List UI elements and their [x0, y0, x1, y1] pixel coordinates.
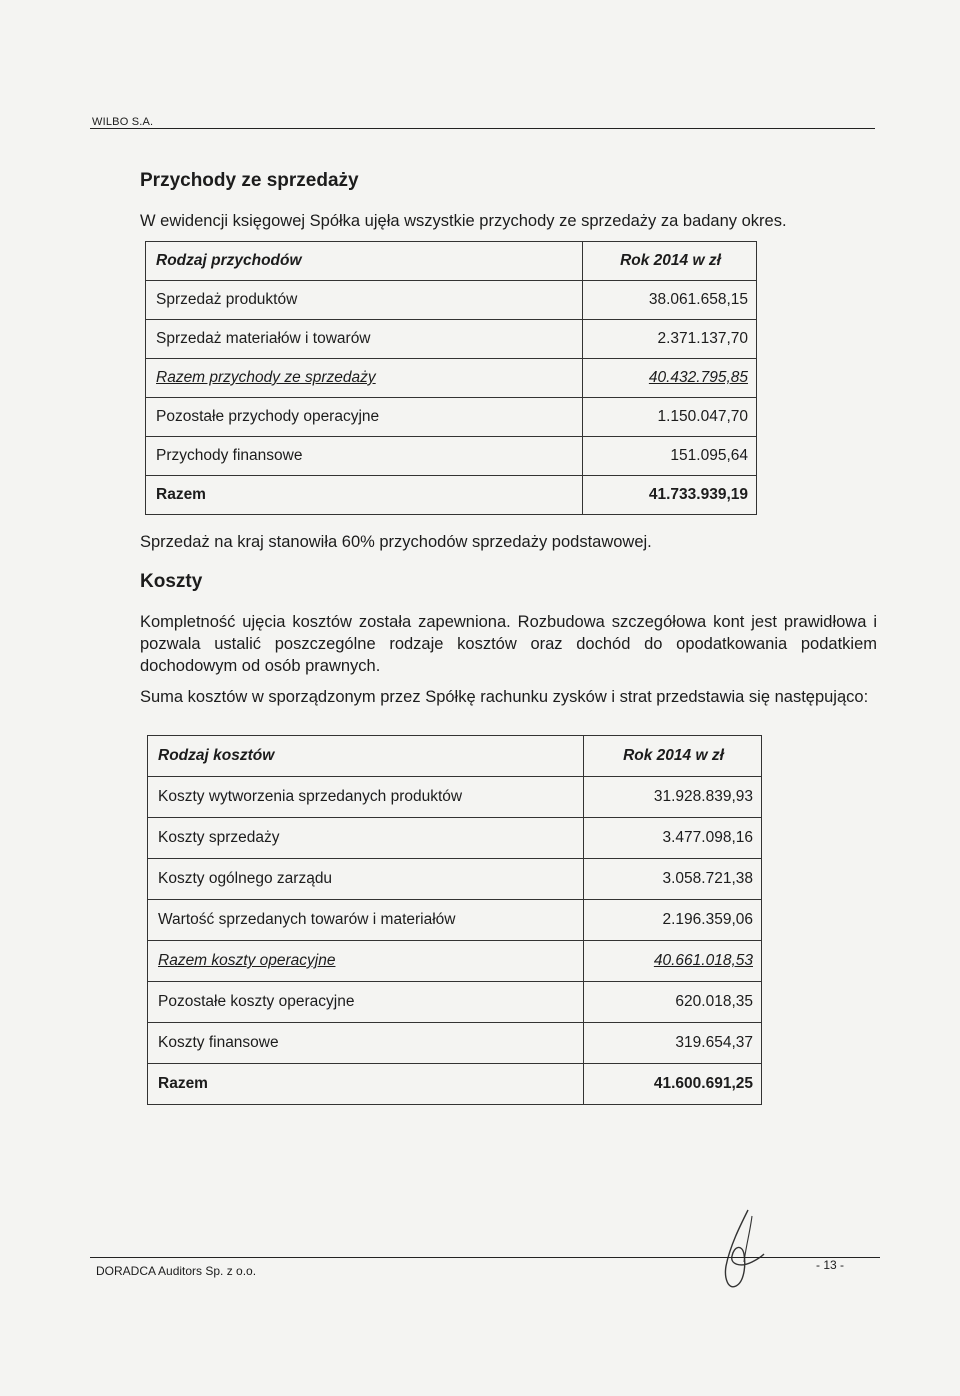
row-label: Razem koszty operacyjne: [148, 941, 584, 982]
column-header-type: Rodzaj przychodów: [146, 242, 583, 281]
table-header-row: [146, 242, 757, 281]
row-value: 31.928.839,93: [584, 777, 762, 818]
signature-icon: [700, 1206, 780, 1296]
column-header-type: Rodzaj kosztów: [148, 736, 584, 777]
row-label: Pozostałe koszty operacyjne: [148, 982, 584, 1023]
table-row: [146, 398, 757, 437]
table-row: [148, 982, 762, 1023]
row-label: Przychody finansowe: [146, 437, 583, 476]
table-row: [148, 777, 762, 818]
costs-table: [147, 735, 762, 1105]
row-label: Razem przychody ze sprzedaży: [146, 359, 583, 398]
section-title-revenue: Przychody ze sprzedaży: [140, 170, 359, 191]
table-row: [146, 281, 757, 320]
header-company: WILBO S.A.: [92, 116, 154, 128]
row-value: 40.432.795,85: [583, 359, 757, 398]
revenue-intro: W ewidencji księgowej Spółka ujęła wszystkie przychody ze sprzedaży za badany okres.: [140, 212, 787, 230]
row-value: 319.654,37: [584, 1023, 762, 1064]
row-label: Razem: [148, 1064, 584, 1105]
footer-divider: [90, 1257, 880, 1258]
footer-auditor: DORADCA Auditors Sp. z o.o.: [96, 1264, 257, 1278]
table-header-row: [148, 736, 762, 777]
row-value: 40.661.018,53: [584, 941, 762, 982]
row-value: 1.150.047,70: [583, 398, 757, 437]
row-value: 151.095,64: [583, 437, 757, 476]
row-value: 2.371.137,70: [583, 320, 757, 359]
revenue-note: Sprzedaż na kraj stanowiła 60% przychodów sprzedaży podstawowej.: [140, 533, 652, 551]
row-label: Koszty ogólnego zarządu: [148, 859, 584, 900]
table-row: [148, 900, 762, 941]
table-row: [146, 437, 757, 476]
total-row: [148, 1064, 762, 1105]
row-label: Sprzedaż produktów: [146, 281, 583, 320]
total-row: [146, 476, 757, 515]
subtotal-row: [148, 941, 762, 982]
row-label: Koszty finansowe: [148, 1023, 584, 1064]
row-label: Sprzedaż materiałów i towarów: [146, 320, 583, 359]
row-label: Razem: [146, 476, 583, 515]
row-value: 3.058.721,38: [584, 859, 762, 900]
column-header-year: Rok 2014 w zł: [583, 242, 757, 281]
row-label: Koszty sprzedaży: [148, 818, 584, 859]
table-row: [148, 818, 762, 859]
row-label: Wartość sprzedanych towarów i materiałów: [148, 900, 584, 941]
row-value: 41.600.691,25: [584, 1064, 762, 1105]
section-title-costs: Koszty: [140, 571, 203, 592]
revenue-table: [145, 241, 757, 515]
subtotal-row: [146, 359, 757, 398]
table-row: [148, 1023, 762, 1064]
costs-paragraph-2: Suma kosztów w sporządzonym przez Spółkę rachunku zysków i strat przedstawia się następująco:: [140, 688, 869, 706]
page-number: - 13 -: [816, 1258, 845, 1272]
table-row: [146, 320, 757, 359]
row-label: Koszty wytworzenia sprzedanych produktów: [148, 777, 584, 818]
row-value: 3.477.098,16: [584, 818, 762, 859]
row-label: Pozostałe przychody operacyjne: [146, 398, 583, 437]
row-value: 620.018,35: [584, 982, 762, 1023]
row-value: 2.196.359,06: [584, 900, 762, 941]
table-row: [148, 859, 762, 900]
header-divider: [90, 128, 875, 129]
row-value: 41.733.939,19: [583, 476, 757, 515]
column-header-year: Rok 2014 w zł: [584, 736, 762, 777]
costs-paragraph-1: Kompletność ujęcia kosztów została zapewniona. Rozbudowa szczegółowa kont jest prawidłowa i pozwala ustalić poszczególne rodzaje kosztów oraz dochód do opodatkowania podatkiem dochodowym od osób prawnych.: [140, 613, 877, 675]
row-value: 38.061.658,15: [583, 281, 757, 320]
